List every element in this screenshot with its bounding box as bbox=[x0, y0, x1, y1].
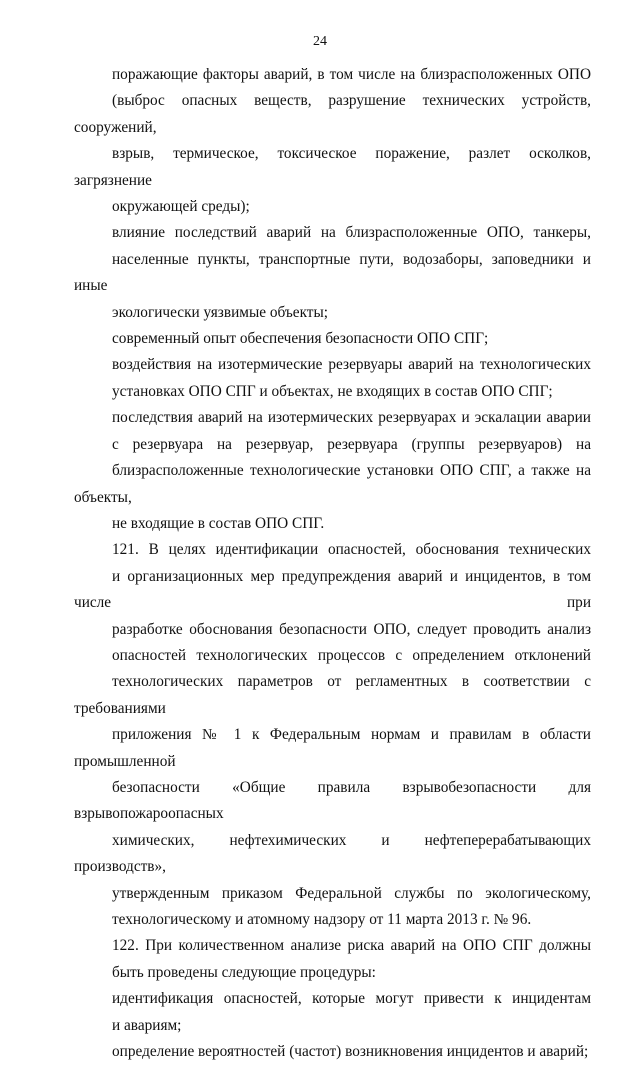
text-line: 122. При количественном анализе риска аварий на ОПО СПГ должны bbox=[112, 937, 591, 955]
paragraph-tank-impacts bbox=[74, 352, 591, 405]
document-body bbox=[74, 62, 591, 1065]
text-line: экологически уязвимые объекты; bbox=[112, 303, 329, 321]
text-line: взрыв, термическое, токсическое поражение, разлет осколков, загрязнение bbox=[74, 145, 591, 189]
text-line: и авариям; bbox=[112, 1016, 182, 1034]
text-line: влияние последствий аварий на близрасположенные ОПО, танкеры, bbox=[112, 224, 591, 242]
paragraph-hazard-factors bbox=[74, 62, 591, 220]
text-line: утвержденным приказом Федеральной службы по экологическому, bbox=[112, 884, 591, 902]
text-line-content: поражающие факторы аварий, в том числе на близрасположенных ОПО bbox=[112, 66, 591, 83]
paragraph-122 bbox=[74, 933, 591, 986]
paragraph-tank-escalation bbox=[74, 405, 591, 537]
text-line: приложения № 1 к Федеральным нормам и правилам в области промышленной bbox=[74, 726, 591, 770]
text-line: с резервуара на резервуар, резервуара (группы резервуаров) на bbox=[112, 435, 591, 453]
text-line: 121. В целях идентификации опасностей, обоснования технических bbox=[112, 541, 591, 559]
text-line: опасностей технологических процессов с определением отклонений bbox=[112, 646, 591, 664]
paragraph-121 bbox=[74, 537, 591, 933]
paragraph-hazard-identification bbox=[74, 986, 591, 1039]
text-line: (выброс опасных веществ, разрушение технических устройств, сооружений, bbox=[74, 92, 591, 136]
text-line: и организационных мер предупреждения аварий и инцидентов, в том числе при bbox=[74, 567, 591, 612]
paragraph-consequences-influence bbox=[74, 220, 591, 326]
text-line: последствия аварий на изотермических резервуарах и эскалации аварии bbox=[112, 409, 591, 427]
text-line: разработке обоснования безопасности ОПО, следует проводить анализ bbox=[112, 620, 591, 638]
text-line bbox=[74, 62, 591, 88]
text-line: современный опыт обеспечения безопасности ОПО СПГ; bbox=[112, 330, 489, 348]
text-line: определение вероятностей (частот) возникновения инцидентов и аварий; bbox=[112, 1043, 589, 1061]
text-line: безопасности «Общие правила взрывобезопасности для взрывопожароопасных bbox=[74, 778, 591, 823]
text-line: идентификация опасностей, которые могут привести к инцидентам bbox=[112, 990, 591, 1008]
text-line: не входящие в состав ОПО СПГ. bbox=[112, 514, 325, 532]
text-line: химических, нефтехимических и нефтеперерабатывающих производств», bbox=[74, 831, 591, 876]
text-line: установках ОПО СПГ и объектах, не входящих в состав ОПО СПГ; bbox=[112, 382, 553, 400]
text-line: населенные пункты, транспортные пути, водозаборы, заповедники и иные bbox=[74, 250, 591, 295]
text-line: технологических параметров от регламентных в соответствии с требованиями bbox=[74, 673, 591, 717]
page-number: 24 bbox=[313, 34, 327, 49]
text-line: воздействия на изотермические резервуары аварий на технологических bbox=[112, 356, 591, 374]
paragraph-probability bbox=[74, 1039, 591, 1065]
text-line: быть проведены следующие процедуры: bbox=[112, 963, 376, 981]
text-line: окружающей среды); bbox=[112, 198, 250, 216]
text-line: технологическому и атомному надзору от 11 марта 2013 г. № 96. bbox=[112, 911, 532, 928]
text-line: близрасположенные технологические установки ОПО СПГ, а также на объекты, bbox=[74, 462, 591, 506]
paragraph-modern-experience bbox=[74, 326, 591, 352]
